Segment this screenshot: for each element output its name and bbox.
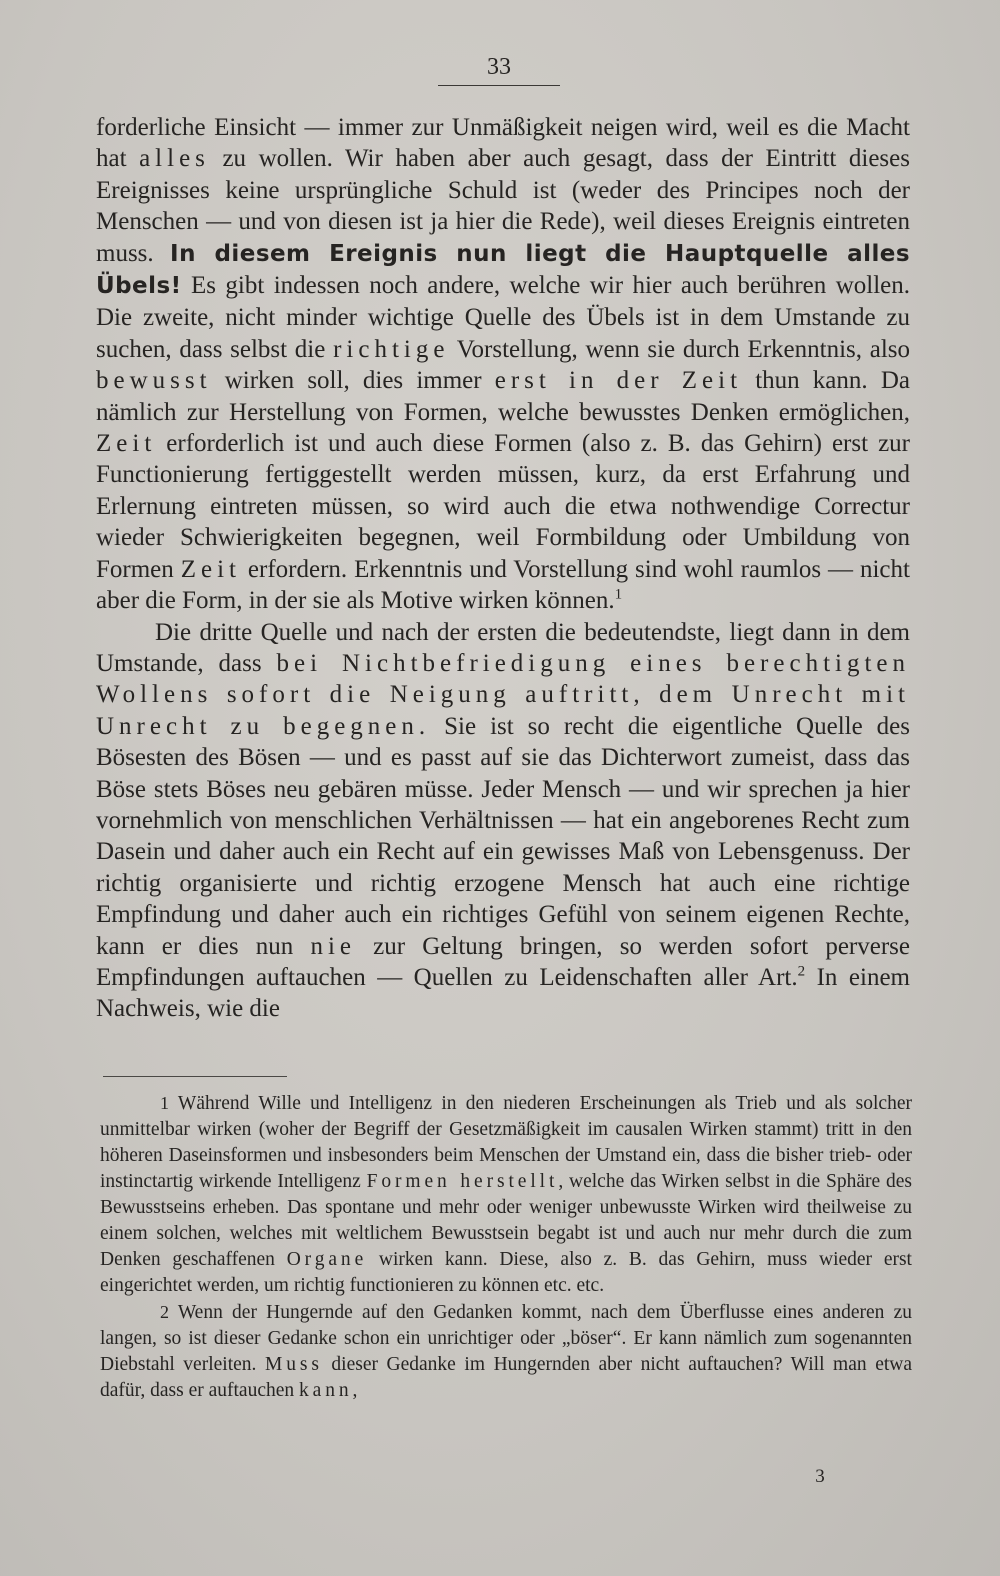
spaced-emphasis: kann (299, 1380, 353, 1401)
bold-emphasis: In diesem Ereignis nun liegt die Hauptquelle alles Übels! (96, 240, 911, 300)
footnote-divider (103, 1076, 287, 1077)
text-run: wirken kann. Diese, also z. B. das Gehirn, muss wieder erst eingerichtet werden, um richtig functionieren zu können etc. etc. (100, 1249, 912, 1296)
text-run: thun kann. Da nämlich zur Herstellung von Formen, welche bewusstes Denken ermöglichen, (96, 367, 910, 426)
text-run: zur Geltung bringen, so werden sofort perverse Empfindungen auftauchen — Quellen zu Leidenschaften aller Art. (96, 932, 910, 991)
footnotes (100, 1090, 912, 1404)
main-text (96, 112, 910, 1025)
text-run: , (352, 1380, 358, 1401)
footnote-ref-1[interactable]: 1 (614, 586, 623, 603)
text-run: Es gibt indessen noch andere, welche wir hier auch berühren wollen. Die zweite, nicht minder wichtige Quelle des Übels ist in dem Umstande zu suchen, dass selbst die (96, 272, 910, 363)
text-run: erfordern. Erkenntnis und Vorstellung sind wohl raumlos — nicht aber die Form, in der sie als Motive wirken können. (96, 555, 910, 615)
page-number: 33 (438, 52, 560, 86)
spaced-emphasis: Zeit (96, 430, 157, 458)
spaced-emphasis: nie (310, 932, 356, 960)
text-run: Vorstellung, wenn sie durch Erkenntnis, also (449, 335, 911, 363)
spaced-emphasis: Zeit (180, 555, 241, 583)
text-run: Sie ist so recht die eigentliche Quelle des Bösesten des Bösen — und es passt auf sie das Dichterwort zumeist, dass das Böse stets Böses neu gebären müsse. Jeder Mensch — und wir sprechen ja hier vornehmlich von menschlichen Verhältnissen — hat ein angeborenes Recht zum Dasein und daher auch ein Recht auf ein gewisses Maß von Lebensgenuss. Der richtig organisierte und richtig erzogene Mensch hat auch eine richtige Empfindung und daher auch ein richtiges Gefühl von seinem eigenen Rechte, kann er dies nun (96, 712, 910, 960)
text-run: Wenn der Hungernde auf den Gedanken kommt, nach dem Überflusse eines anderen zu langen, so ist dieser Gedanke schon ein unrichtiger oder „böser“. Er kann nämlich zum sogenannten Diebstahl verleiten. (100, 1302, 912, 1375)
paragraph-1 (96, 112, 910, 617)
spaced-emphasis: bei Nichtbefriedigung eines berechtigten Wollens sofort die Neigung auftritt, dem Unrecht mit Unrecht zu begegnen. (96, 649, 911, 740)
footnote-ref-2[interactable]: 2 (797, 963, 806, 980)
signature-mark: 3 (815, 1466, 825, 1487)
spaced-emphasis: bewusst (96, 367, 212, 395)
spaced-emphasis: alles (139, 145, 210, 173)
footnote-number: 2 (160, 1302, 169, 1322)
spaced-emphasis: Organe (286, 1249, 368, 1270)
text-run: wirken soll, dies immer (211, 367, 495, 395)
paragraph-2 (96, 617, 910, 1025)
text-run: erforderlich ist und auch diese Formen (also z. B. das Gehirn) erst zur Functionierung fertiggestellt werden müssen, kurz, da erst Erfahrung und Erlernung eintreten müssen, so wird auch die etwa nothwendige Correctur wieder Schwierigkeiten begegnen, weil Formbildung oder Umbildung von Formen (96, 430, 910, 583)
text-run: Während Wille und Intelligenz in den niederen Erscheinungen als Trieb und als solcher unmittelbar wirken (woher der Begriff der Gesetzmäßigkeit im causalen Wirken stammt) tritt in den höheren Daseinsformen und insbesonders beim Menschen der Umstand ein, dass die bisher trieb- oder instinctartig wirkende Intelligenz (100, 1093, 912, 1192)
footnote-2 (100, 1299, 912, 1404)
text-run: forderliche Einsicht — immer zur Unmäßigkeit neigen wird, weil es die Macht hat (96, 114, 910, 173)
text-run: zu wollen. Wir haben aber auch gesagt, dass der Eintritt dieses Ereignisses keine ursprüngliche Schuld ist (weder des Principes noch der Menschen — und von diesen ist ja hier die Rede), weil dieses Ereignis eintreten muss. (96, 145, 910, 267)
text-run: In einem Nachweis, wie die (96, 963, 910, 1023)
text-run: , welche das Wirken selbst in die Sphäre des Bewusstseins erheben. Das spontane und mehr oder weniger unbewusste Wirken wird theilweise zu einem solchen, welches mit weltlichem Bewusstsein begabt ist und auch nur mehr durch die zum Denken geschaffenen (100, 1171, 912, 1270)
text-run: dieser Gedanke im Hungernden aber nicht auftauchen? Will man etwa dafür, dass er auftauchen (100, 1354, 913, 1401)
spaced-emphasis: Muss (264, 1354, 323, 1375)
text-run: Die dritte Quelle und nach der ersten die bedeutendste, liegt dann in dem Umstande, dass (96, 618, 910, 677)
footnote-1 (100, 1090, 912, 1299)
spaced-emphasis: Formen herstellt (366, 1171, 559, 1192)
spaced-emphasis: erst in der Zeit (494, 367, 743, 395)
spaced-emphasis: richtige (333, 335, 450, 363)
footnote-number: 1 (160, 1093, 169, 1113)
